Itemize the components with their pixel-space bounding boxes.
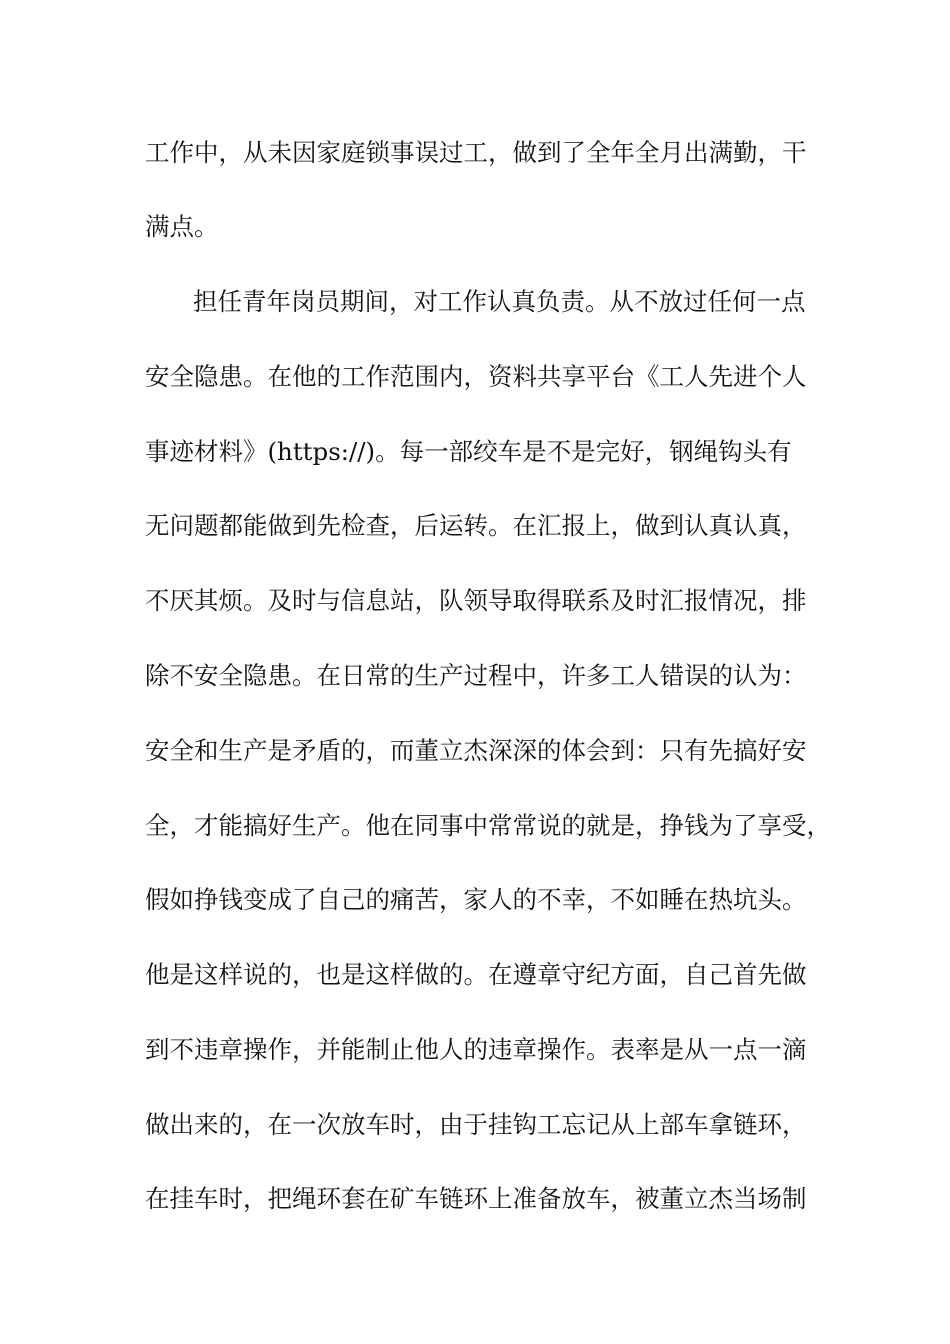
text-line: 到不违章操作，并能制止他人的违章操作。表率是从一点一滴	[145, 1035, 807, 1064]
text-line: 做出来的，在一次放车时，由于挂钩工忘记从上部车拿链环，	[145, 1110, 807, 1139]
text-line: 安全和生产是矛盾的，而董立杰深深的体会到：只有先搞好安	[145, 736, 807, 765]
text-line: 无问题都能做到先检查，后运转。在汇报上，做到认真认真，	[145, 511, 807, 540]
text-line: 工作中，从未因家庭锁事误过工，做到了全年全月出满勤，干	[145, 138, 807, 167]
paragraph-start-line: 担任青年岗员期间，对工作认真负责。从不放过任何一点	[193, 287, 806, 316]
text-line: 安全隐患。在他的工作范围内，资料共享平台《工人先进个人	[145, 362, 807, 391]
text-line: 满点。	[145, 212, 219, 241]
text-line: 他是这样说的，也是这样做的。在遵章守纪方面，自己首先做	[145, 960, 807, 989]
text-line: 除不安全隐患。在日常的生产过程中，许多工人错误的认为：	[145, 661, 807, 690]
text-line: 假如挣钱变成了自己的痛苦，家人的不幸，不如睡在热坑头。	[145, 885, 807, 914]
text-line: 全，才能搞好生产。他在同事中常常说的就是，挣钱为了享受，	[145, 811, 831, 840]
text-line: 事迹材料》(https://)。每一部绞车是不是完好，钢绳钩头有	[145, 437, 792, 466]
text-line: 不厌其烦。及时与信息站，队领导取得联系及时汇报情况，排	[145, 586, 807, 615]
text-line: 在挂车时，把绳环套在矿车链环上准备放车，被董立杰当场制	[145, 1184, 807, 1213]
